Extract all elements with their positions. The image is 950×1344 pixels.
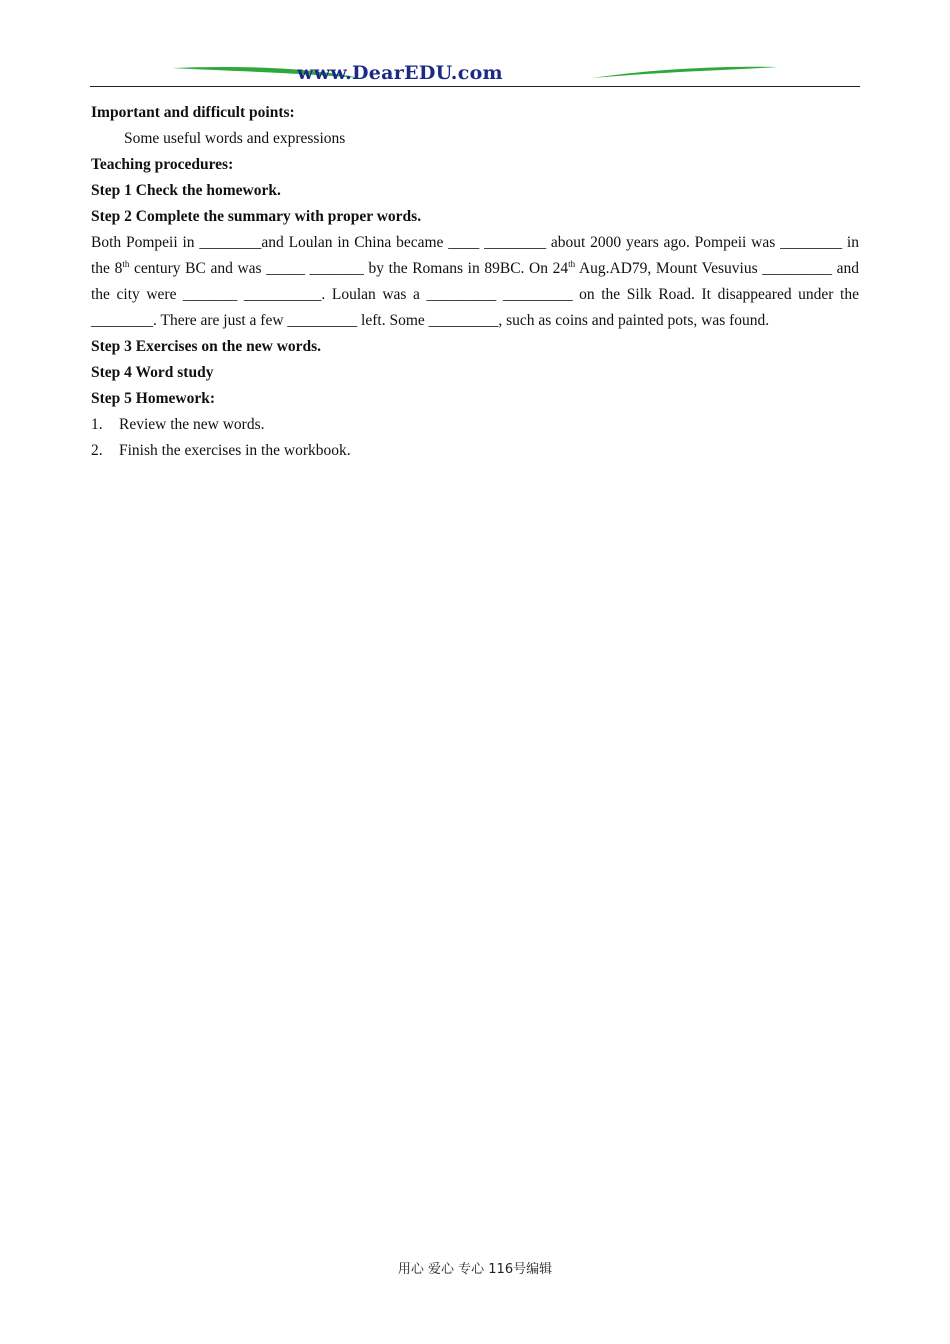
procedures-heading: Teaching procedures:	[91, 156, 234, 173]
right-swoosh	[592, 67, 778, 78]
page-header	[90, 60, 860, 90]
step-4: Step 4 Word study	[91, 364, 214, 381]
step-3: Step 3 Exercises on the new words.	[91, 338, 322, 355]
site-logo-text[interactable]: www.DearEDU.com	[297, 62, 503, 84]
summary-paragraph	[91, 230, 859, 334]
homework-item-number: 1.	[91, 416, 103, 433]
header-rule	[90, 86, 860, 87]
step-1: Step 1 Check the homework.	[91, 182, 281, 199]
page-footer: 用心 爱心 专心 116号编辑	[397, 1262, 553, 1277]
step-2: Step 2 Complete the summary with proper words.	[91, 208, 422, 225]
homework-item-text: Review the new words.	[119, 416, 265, 433]
superscript-th-1: th	[122, 258, 130, 269]
summary-part-2: century BC and was _____ _______ by the Romans in 89BC. On 24	[129, 260, 569, 277]
step-5: Step 5 Homework:	[91, 390, 215, 407]
homework-item	[91, 412, 859, 438]
summary-part-1: Both Pompeii in ________and Loulan in China became ____ ________ about 2000 years ago. Pompeii was ________ in the 8	[91, 234, 859, 277]
homework-item-number: 2.	[91, 442, 103, 459]
superscript-th-2: th	[568, 258, 576, 269]
lesson-content	[91, 100, 859, 464]
homework-item	[91, 438, 859, 464]
homework-item-text: Finish the exercises in the workbook.	[119, 442, 351, 459]
points-text: Some useful words and expressions	[124, 130, 346, 147]
points-heading: Important and difficult points:	[91, 104, 295, 121]
summary-part-3: Aug.AD79, Mount Vesuvius _________ and the city were _______ __________. Loulan was a _________ _________ on the Silk Road. It disappeared under the ________. There are just a few _________ left. Some _________, such as coins and painted pots, was found.	[91, 260, 860, 329]
